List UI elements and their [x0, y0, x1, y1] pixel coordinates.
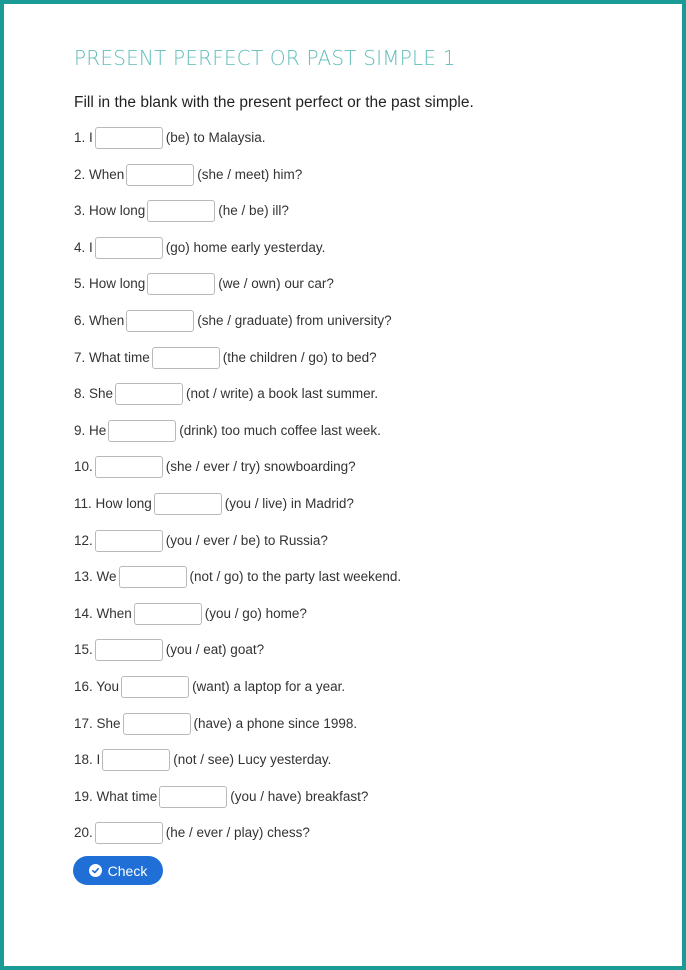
question-suffix: (you / eat) goat?: [165, 642, 265, 658]
question-prefix: 2. When: [74, 166, 125, 182]
question-prefix: 1. I: [74, 130, 93, 145]
question-prefix: 13. We: [74, 569, 117, 585]
question-list: [74, 127, 401, 859]
question-item-1: [74, 127, 401, 164]
answer-input-9[interactable]: [108, 420, 176, 442]
question-suffix: (be) to Malaysia.: [165, 130, 266, 145]
answer-input-18[interactable]: [102, 749, 170, 771]
answer-input-8[interactable]: [115, 383, 183, 405]
question-suffix: (we / own) our car?: [218, 276, 334, 292]
question-item-19: [74, 786, 401, 823]
question-item-20: [74, 822, 401, 859]
question-suffix: (you / go) home?: [204, 605, 307, 621]
answer-input-2[interactable]: [126, 164, 194, 186]
question-item-8: [74, 383, 401, 420]
answer-input-20[interactable]: [95, 822, 163, 844]
question-prefix: 16. You: [74, 678, 120, 694]
question-suffix: (he / be) ill?: [218, 203, 289, 219]
answer-input-6[interactable]: [126, 310, 194, 332]
check-button-label: Check: [107, 862, 148, 879]
question-suffix: (have) a phone since 1998.: [193, 715, 358, 731]
answer-input-19[interactable]: [159, 786, 227, 808]
question-prefix: 6. When: [74, 312, 125, 328]
question-suffix: (he / ever / play) chess?: [165, 825, 310, 841]
question-prefix: 18. I: [74, 752, 101, 768]
question-suffix: (she / meet) him?: [197, 166, 303, 182]
question-suffix: (the children / go) to bed?: [222, 349, 377, 365]
answer-input-14[interactable]: [134, 603, 202, 625]
question-item-10: [74, 456, 401, 493]
question-prefix: 9. He: [74, 422, 107, 438]
question-prefix: 11. How long: [74, 495, 152, 511]
question-suffix: (want) a laptop for a year.: [192, 678, 346, 694]
question-prefix: 8. She: [74, 386, 114, 402]
question-prefix: 7. What time: [74, 349, 150, 365]
question-item-4: [74, 237, 401, 274]
question-item-15: [74, 639, 401, 676]
question-item-2: [74, 164, 401, 201]
answer-input-5[interactable]: [147, 273, 215, 295]
question-prefix: 20.: [74, 825, 93, 841]
question-item-13: [74, 566, 401, 603]
question-item-6: [74, 310, 401, 347]
check-button[interactable]: [73, 856, 163, 885]
question-item-12: [74, 530, 401, 567]
answer-input-3[interactable]: [147, 200, 215, 222]
question-suffix: (you / live) in Madrid?: [224, 495, 354, 511]
answer-input-10[interactable]: [95, 456, 163, 478]
question-suffix: (not / write) a book last summer.: [186, 386, 379, 402]
answer-input-13[interactable]: [119, 566, 187, 588]
question-prefix: 5. How long: [74, 276, 146, 292]
answer-input-12[interactable]: [95, 530, 163, 552]
question-suffix: (she / graduate) from university?: [197, 312, 392, 328]
question-prefix: 4. I: [74, 239, 93, 255]
answer-input-4[interactable]: [95, 237, 163, 259]
question-prefix: 10.: [74, 459, 93, 475]
answer-input-7[interactable]: [152, 347, 220, 369]
answer-input-1[interactable]: [95, 127, 163, 149]
page-title: PRESENT PERFECT OR PAST SIMPLE 1: [74, 46, 456, 70]
question-item-7: [74, 347, 401, 384]
question-item-11: [74, 493, 401, 530]
question-prefix: 3. How long: [74, 203, 146, 219]
instructions: Fill in the blank with the present perfect or the past simple.: [74, 94, 474, 111]
question-suffix: (you / ever / be) to Russia?: [165, 532, 328, 548]
question-prefix: 15.: [74, 642, 93, 658]
question-suffix: (not / see) Lucy yesterday.: [173, 752, 332, 768]
answer-input-11[interactable]: [154, 493, 222, 515]
question-prefix: 12.: [74, 532, 93, 548]
question-item-3: [74, 200, 401, 237]
question-suffix: (drink) too much coffee last week.: [179, 422, 381, 438]
question-item-5: [74, 273, 401, 310]
question-suffix: (go) home early yesterday.: [165, 239, 326, 255]
answer-input-17[interactable]: [123, 713, 191, 735]
check-circle-icon: [89, 864, 102, 877]
question-item-17: [74, 713, 401, 750]
question-suffix: (not / go) to the party last weekend.: [189, 569, 402, 585]
question-item-9: [74, 420, 401, 457]
question-suffix: (you / have) breakfast?: [230, 788, 369, 804]
question-prefix: 14. When: [74, 605, 132, 621]
answer-input-16[interactable]: [121, 676, 189, 698]
question-item-14: [74, 603, 401, 640]
answer-input-15[interactable]: [95, 639, 163, 661]
question-suffix: (she / ever / try) snowboarding?: [165, 459, 356, 475]
question-item-16: [74, 676, 401, 713]
question-prefix: 17. She: [74, 715, 121, 731]
question-item-18: [74, 749, 401, 786]
question-prefix: 19. What time: [74, 788, 158, 804]
